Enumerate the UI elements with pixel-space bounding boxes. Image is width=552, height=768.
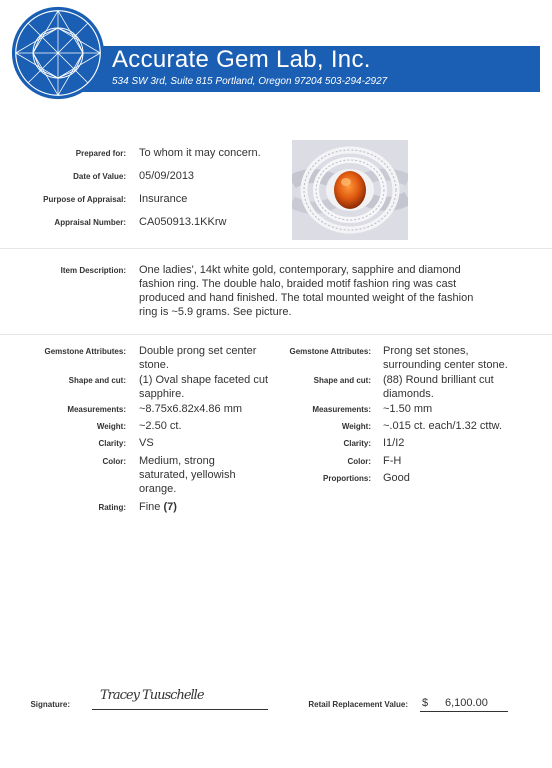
retail-value-line: [420, 711, 508, 712]
date-of-value-label: Date of Value:: [73, 172, 126, 181]
center-shape-label: Shape and cut:: [68, 376, 126, 385]
side-attributes-label: Gemstone Attributes:: [289, 347, 371, 356]
appraisal-number-label: Appraisal Number:: [54, 218, 126, 227]
side-measurements: ~1.50 mm: [383, 403, 433, 415]
side-color-label: Color:: [347, 457, 371, 466]
purpose-label: Purpose of Appraisal:: [43, 195, 126, 204]
side-clarity: I1/I2: [383, 437, 405, 449]
prepared-for-label: Prepared for:: [75, 149, 126, 158]
side-measurements-label: Measurements:: [312, 405, 371, 414]
prepared-for-value: To whom it may concern.: [139, 147, 261, 159]
appraisal-number: CA050913.1KKrw: [139, 216, 227, 228]
signature: Tracey Tuuschelle: [100, 688, 204, 703]
gem-logo-icon: [10, 5, 106, 101]
company-address: 534 SW 3rd, Suite 815 Portland, Oregon 97204 503-294-2927: [112, 76, 388, 87]
center-attributes: Double prong set center stone.: [139, 345, 257, 371]
currency-symbol: $: [422, 697, 429, 709]
center-clarity: VS: [139, 437, 154, 449]
center-weight-label: Weight:: [96, 422, 126, 431]
side-color: F-H: [383, 455, 402, 467]
ring-image: [292, 140, 408, 240]
side-weight: ~.015 ct. each/1.32 cttw.: [383, 420, 502, 432]
center-color-label: Color:: [102, 457, 126, 466]
side-weight-label: Weight:: [341, 422, 371, 431]
proportions-value: Good: [383, 472, 410, 484]
ring-photo: [292, 140, 408, 240]
rating-score: (7): [163, 501, 177, 513]
center-color: Medium, strong saturated, yellowish orange.: [139, 455, 236, 495]
side-clarity-label: Clarity:: [343, 439, 371, 448]
center-measurements-label: Measurements:: [67, 405, 126, 414]
divider: [0, 334, 552, 335]
center-measurements: ~8.75x6.82x4.86 mm: [139, 403, 243, 415]
proportions-label: Proportions:: [323, 474, 371, 483]
center-attributes-label: Gemstone Attributes:: [44, 347, 126, 356]
retail-value-label: Retail Replacement Value:: [308, 700, 408, 709]
side-shape-label: Shape and cut:: [313, 376, 371, 385]
center-weight: ~2.50 ct.: [139, 420, 182, 432]
purpose-value: Insurance: [139, 193, 188, 205]
side-shape: (88) Round brilliant cut diamonds.: [383, 374, 494, 400]
side-attributes: Prong set stones, surrounding center stone.: [383, 345, 508, 371]
divider: [0, 248, 552, 249]
item-description: One ladies', 14kt white gold, contemporary, sapphire and diamond fashion ring. The double halo, braided motif fashion ring was cast produced and hand finished. The total mounted weight of the fashion ring is ~5.9 grams. See picture.: [139, 264, 474, 318]
rating-label: Rating:: [98, 503, 126, 512]
center-shape: (1) Oval shape faceted cut sapphire.: [139, 374, 269, 400]
retail-value: 6,100.00: [445, 697, 488, 709]
center-clarity-label: Clarity:: [98, 439, 126, 448]
signature-label: Signature:: [30, 700, 70, 709]
company-name: Accurate Gem Lab, Inc.: [112, 46, 371, 73]
date-of-value: 05/09/2013: [139, 170, 195, 182]
signature-line: [92, 709, 268, 710]
item-description-label: Item Description:: [60, 266, 126, 275]
rating-text: Fine: [139, 501, 161, 513]
rating-value: [139, 500, 269, 514]
